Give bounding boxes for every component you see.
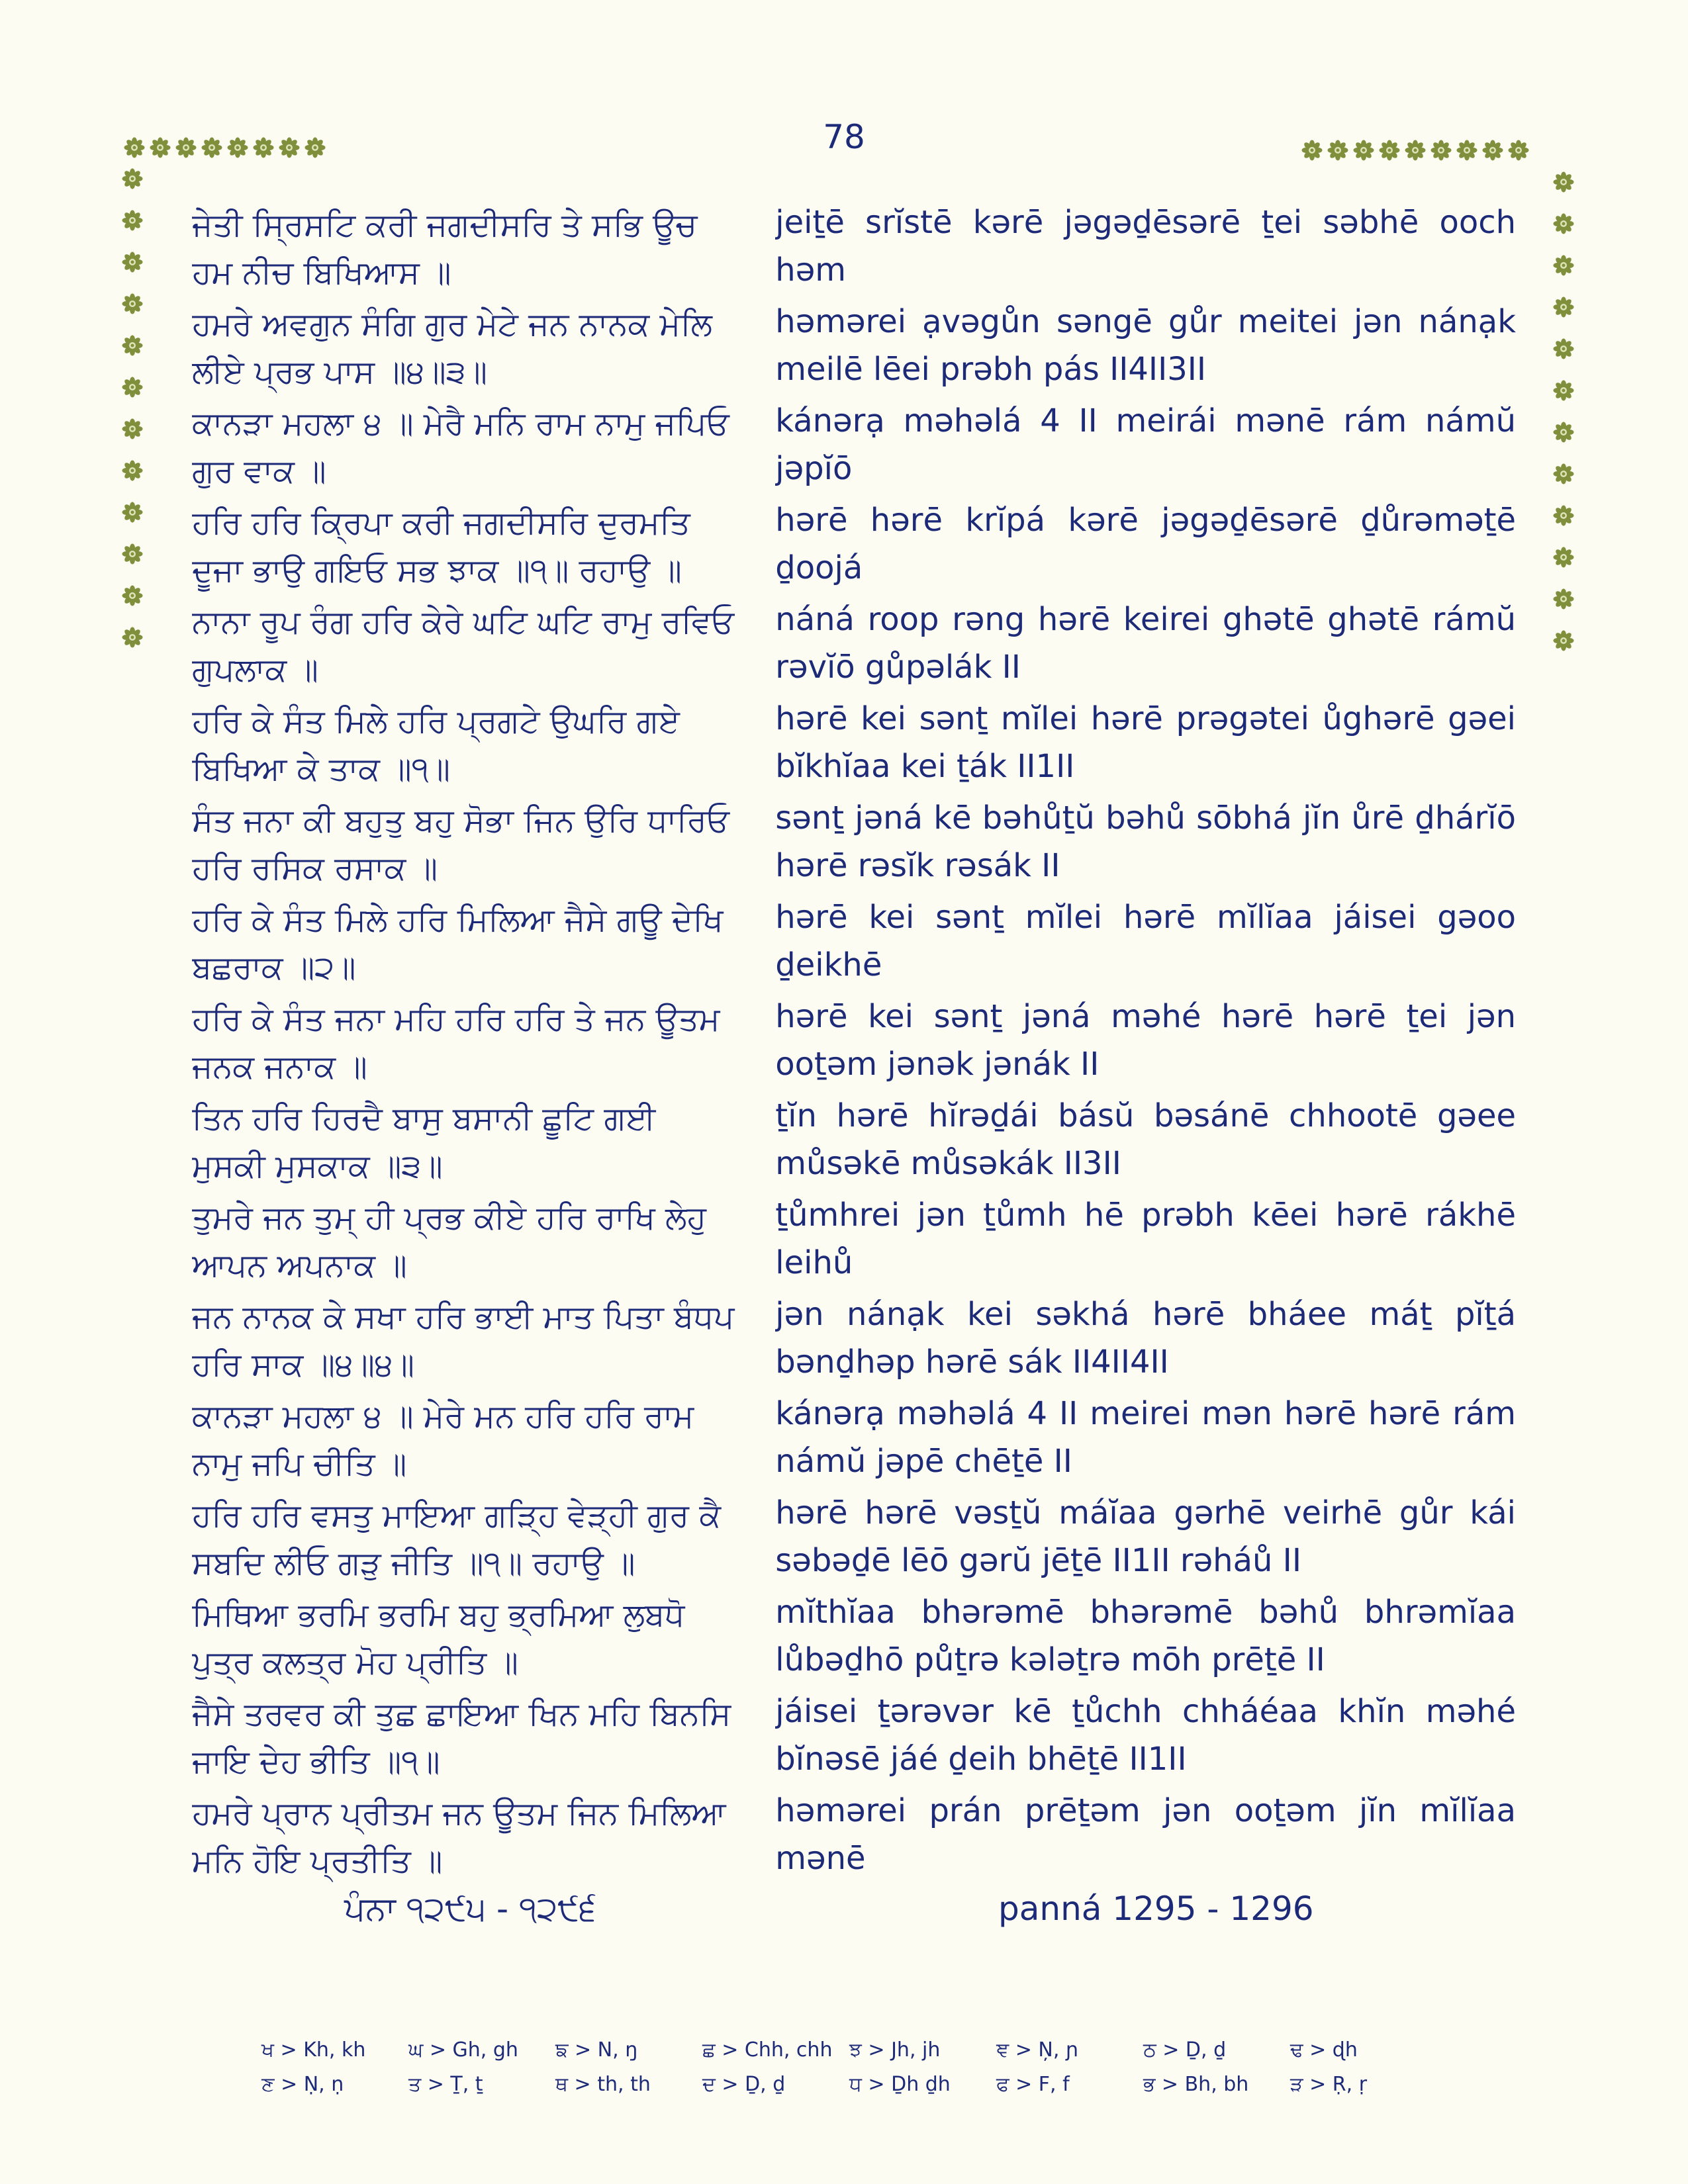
legend-item: ਙ > N, ŋ bbox=[555, 2038, 638, 2062]
verse-row bbox=[192, 199, 1516, 298]
flower-ornament-icon bbox=[122, 543, 143, 565]
transliteration-line: həmərei prán prēṯəm jən ooṯəm jĭn mĭlĭaa mənē bbox=[775, 1792, 1516, 1877]
page-ref-transliteration: panná 1295 - 1296 bbox=[998, 1889, 1314, 1928]
verse-row bbox=[192, 695, 1516, 794]
verse-table bbox=[192, 199, 1516, 1886]
transliteration-line: námŭ jəpē chēṯē II bbox=[775, 1443, 1072, 1480]
flower-ornament-icon bbox=[1553, 588, 1574, 610]
gurmukhi-verse: ਹਮਰੇ ਅਵਗੁਨ ਸੰਗਿ ਗੁਰ ਮੇਟੇ ਜਨ ਨਾਨਕ ਮੇਲਿ ਲੀਏ ਪ੍ਰਭ ਪਾਸ ॥੪॥੩॥ bbox=[192, 306, 713, 390]
transliteration-verse bbox=[775, 1787, 1516, 1886]
flower-ornament-icon bbox=[1482, 140, 1503, 161]
verse-row bbox=[192, 1787, 1516, 1886]
gurmukhi-verse: ਕਾਨੜਾ ਮਹਲਾ ੪ ॥ ਮੇਰੈ ਮਨਿ ਰਾਮ ਨਾਮੁ ਜਪਿਓ ਗੁਰ ਵਾਕ ॥ bbox=[192, 405, 729, 490]
gurmukhi-verse: ਸੰਤ ਜਨਾ ਕੀ ਬਹੁਤੁ ਬਹੁ ਸੋਭਾ ਜਿਨ ਉਰਿ ਧਾਰਿਓ ਹਰਿ ਰਸਿਕ ਰਸਾਕ ॥ bbox=[192, 802, 729, 887]
flower-ornament-icon bbox=[122, 377, 143, 398]
flower-ornament-icon bbox=[122, 627, 143, 648]
legend-item: ਖ > Kh, kh bbox=[261, 2038, 366, 2062]
flower-ornament-icon bbox=[1327, 140, 1348, 161]
transliteration-verse bbox=[775, 1092, 1516, 1191]
flower-ornament-icon bbox=[122, 418, 143, 439]
verse-row bbox=[192, 1688, 1516, 1787]
transliteration-line: həmərei ạvəgůn səngē gůr meitei jən nánạk bbox=[775, 303, 1516, 340]
transliteration-line: lůbəḏhō půṯrə kələṯrə mōh prēṯē II bbox=[775, 1641, 1325, 1678]
flower-ornament-icon bbox=[122, 502, 143, 523]
verse-row bbox=[192, 1588, 1516, 1688]
transliteration-verse bbox=[775, 1390, 1516, 1489]
legend-item: ਧ > Ḏh ḏh bbox=[849, 2073, 951, 2096]
transliteration-verse bbox=[775, 893, 1516, 993]
transliteration-verse bbox=[775, 1688, 1516, 1787]
transliteration-verse bbox=[775, 596, 1516, 695]
legend-item: ਤ > Ṯ, ṯ bbox=[408, 2073, 483, 2096]
legend-item: ਦ > Ḏ, ḏ bbox=[702, 2073, 786, 2096]
transliteration-verse bbox=[775, 1291, 1516, 1390]
transliteration-verse bbox=[775, 397, 1516, 496]
gurmukhi-verse: ਹਰਿ ਕੇ ਸੰਤ ਮਿਲੇ ਹਰਿ ਪ੍ਰਗਟੇ ਉਘਰਿ ਗਏ ਬਿਖਿਆ ਕੇ ਤਾਕ ॥੧॥ bbox=[192, 703, 680, 788]
flower-ornament-icon bbox=[1301, 140, 1323, 161]
transliteration-line: jáisei ṯərəvər kē ṯůchh chháéaa khĭn məhé bbox=[775, 1693, 1516, 1730]
legend-item: ਣ > Ṇ, ṇ bbox=[261, 2073, 344, 2096]
gurmukhi-verse: ਹਰਿ ਕੇ ਸੰਤ ਮਿਲੇ ਹਰਿ ਮਿਲਿਆ ਜੈਸੇ ਗਊ ਦੇਖਿ ਬਛਰਾਕ ॥੨॥ bbox=[192, 901, 724, 986]
flower-ornament-icon bbox=[1379, 140, 1400, 161]
transliteration-line: sənṯ jəná kē bəhůṯŭ bəhů sōbhá jĭn ůrē ḏhárĭō bbox=[775, 799, 1516, 837]
transliteration-line: hərē kei sənṯ mĭlei hərē prəgətei ůghərē gəei bbox=[775, 700, 1516, 737]
legend-item: ਘ > Gh, gh bbox=[408, 2038, 518, 2062]
page-number: 78 bbox=[823, 118, 865, 156]
transliteration-line: hərē kei sənṯ jəná məhé hərē hərē ṯei jən bbox=[775, 998, 1516, 1035]
verse-row bbox=[192, 1489, 1516, 1588]
flower-ornament-icon bbox=[124, 137, 145, 158]
legend-item: ਞ > Ņ, ɲ bbox=[996, 2038, 1079, 2062]
verse-row bbox=[192, 596, 1516, 695]
transliteration-line: hərē hərē krĭpá kərē jəgəḏēsərē ḏůrəməṯē ḏoojá bbox=[775, 502, 1516, 586]
legend-item: ਛ > Chh, chh bbox=[702, 2038, 833, 2062]
transliteration-line: kánərạ məhəlá 4 II meirái mənē rám námŭ jəpĭō bbox=[775, 402, 1516, 487]
verse-row bbox=[192, 1291, 1516, 1390]
gurmukhi-verse: ਨਾਨਾ ਰੂਪ ਰੰਗ ਹਰਿ ਕੇਰੇ ਘਟਿ ਘਟਿ ਰਾਮੁ ਰਵਿਓ ਗੁਪਲਾਕ ॥ bbox=[192, 604, 735, 688]
legend-item: ਠ > Ḏ, ḏ bbox=[1143, 2038, 1227, 2062]
flower-ornament-icon bbox=[227, 137, 248, 158]
transliteration-verse bbox=[775, 496, 1516, 596]
flower-ornament-icon bbox=[150, 137, 171, 158]
flower-ornament-icon bbox=[122, 335, 143, 356]
flower-ornament-icon bbox=[1553, 296, 1574, 318]
legend-item: ਥ > th, th bbox=[555, 2073, 651, 2096]
verse-row bbox=[192, 794, 1516, 893]
transliteration-verse bbox=[775, 794, 1516, 893]
flower-ornament-icon bbox=[1430, 140, 1452, 161]
flower-ornament-icon bbox=[253, 137, 274, 158]
gurmukhi-verse: ਤਿਨ ਹਰਿ ਹਿਰਦੈ ਬਾਸੁ ਬਸਾਨੀ ਛੂਟਿ ਗਈ ਮੁਸਕੀ ਮੁਸਕਾਕ ॥੩॥ bbox=[192, 1100, 656, 1185]
legend-item: ੜ > Ṛ, ṛ bbox=[1290, 2073, 1368, 2096]
transliteration-verse bbox=[775, 1191, 1516, 1291]
flower-ornament-icon bbox=[122, 251, 143, 273]
gurmukhi-verse: ਜਨ ਨਾਨਕ ਕੇ ਸਖਾ ਹਰਿ ਭਾਈ ਮਾਤ ਪਿਤਾ ਬੰਧਪ ਹਰਿ ਸਾਕ ॥੪॥੪॥ bbox=[192, 1298, 735, 1383]
transliteration-verse bbox=[775, 199, 1516, 298]
transliteration-line: ooṯəm jənək jənák II bbox=[775, 1046, 1100, 1083]
transliteration-line: ṯůmhrei jən ṯůmh hē prəbh kēei hərē rákhē leihů bbox=[775, 1197, 1516, 1281]
legend-item: ਝ > Jh, jh bbox=[849, 2038, 941, 2062]
flower-ornament-icon bbox=[279, 137, 300, 158]
transliteration-verse bbox=[775, 695, 1516, 794]
legend-row bbox=[261, 2038, 1453, 2073]
flower-ornament-icon bbox=[1553, 422, 1574, 443]
transliteration-line: rəvĭō gůpəlák II bbox=[775, 649, 1021, 686]
flower-ornament-icon bbox=[1553, 171, 1574, 193]
flower-ornament-icon bbox=[201, 137, 222, 158]
flower-ornament-icon bbox=[305, 137, 326, 158]
flower-ornament-icon bbox=[122, 168, 143, 189]
page-ref-gurmukhi: ਪੰਨਾ ੧੨੯੫ - ੧੨੯੬ bbox=[344, 1889, 596, 1928]
gurmukhi-verse: ਜੇਤੀ ਸ੍ਰਿਸਟਿ ਕਰੀ ਜਗਦੀਸਰਿ ਤੇ ਸਭਿ ਊਚ ਹਮ ਨੀਚ ਬਿਖਿਆਸ ॥ bbox=[192, 206, 698, 291]
gurmukhi-verse: ਜੈਸੇ ਤਰਵਰ ਕੀ ਤੁਛ ਛਾਇਆ ਖਿਨ ਮਹਿ ਬਿਨਸਿ ਜਾਇ ਦੇਹ ਭੀਤਿ ॥੧॥ bbox=[192, 1696, 731, 1780]
transliteration-line: kánərạ məhəlá 4 II meirei mən hərē hərē rám bbox=[775, 1395, 1516, 1432]
transliteration-line: mĭthĭaa bhərəmē bhərəmē bəhů bhrəmĭaa bbox=[775, 1594, 1516, 1631]
flower-ornament-icon bbox=[122, 210, 143, 231]
gurmukhi-verse: ਮਿਥਿਆ ਭਰਮਿ ਭਰਮਿ ਬਹੁ ਭ੍ਰਮਿਆ ਲੁਬਧੋ ਪੁਤ੍ਰ ਕਲਤ੍ਰ ਮੋਹ ਪ੍ਰੀਤਿ ॥ bbox=[192, 1596, 685, 1681]
transliteration-line: bĭnəsē jáé ḏeih bhēṯē II1II bbox=[775, 1741, 1187, 1778]
transliteration-verse bbox=[775, 1489, 1516, 1588]
transliteration-line: jeiṯē srĭstē kərē jəgəḏēsərē ṯei səbhē ooch həm bbox=[775, 204, 1516, 289]
transliteration-legend bbox=[261, 2038, 1453, 2107]
gurmukhi-verse: ਹਰਿ ਕੇ ਸੰਤ ਜਨਾ ਮਹਿ ਹਰਿ ਹਰਿ ਤੇ ਜਨ ਊਤਮ ਜਨਕ ਜਨਾਕ ॥ bbox=[192, 1001, 720, 1085]
transliteration-line: náná roop rəng hərē keirei ghətē ghətē rámŭ bbox=[775, 601, 1516, 638]
transliteration-verse bbox=[775, 993, 1516, 1092]
gurmukhi-verse: ਤੁਮਰੇ ਜਨ ਤੁਮ੍ ਹੀ ਪ੍ਰਭ ਕੀਏ ਹਰਿ ਰਾਖਿ ਲੇਹੁ ਆਪਨ ਅਪਨਾਕ ॥ bbox=[192, 1199, 706, 1284]
verse-row bbox=[192, 893, 1516, 993]
flower-ornament-icon bbox=[1553, 213, 1574, 234]
flower-ornament-icon bbox=[175, 137, 197, 158]
legend-row bbox=[261, 2073, 1453, 2107]
legend-item: ਢ > ɖh bbox=[1290, 2038, 1358, 2062]
flower-ornament-icon bbox=[1553, 255, 1574, 276]
flower-ornament-icon bbox=[1553, 547, 1574, 568]
transliteration-line: bənḏhəp hərē sák II4II4II bbox=[775, 1343, 1169, 1381]
transliteration-line: jən nánạk kei səkhá hərē bháee máṯ pĭṯá bbox=[775, 1296, 1516, 1333]
transliteration-line bbox=[775, 1882, 1516, 1886]
transliteration-line: hərē kei sənṯ mĭlei hərē mĭlĭaa jáisei gəoo ḏeikhē bbox=[775, 899, 1516, 983]
flower-ornament-icon bbox=[1456, 140, 1477, 161]
flower-ornament-icon bbox=[1553, 505, 1574, 526]
transliteration-line: ṯĭn hərē hĭrəḏái básŭ bəsánē chhootē gəee bbox=[775, 1097, 1516, 1134]
gurmukhi-verse: ਹਮਰੇ ਪ੍ਰਾਨ ਪ੍ਰੀਤਮ ਜਨ ਊਤਮ ਜਿਨ ਮਿਲਿਆ ਮਨਿ ਹੋਇ ਪ੍ਰਤੀਤਿ ॥ bbox=[192, 1795, 726, 1880]
flower-ornament-icon bbox=[122, 293, 143, 314]
verse-row bbox=[192, 1390, 1516, 1489]
legend-item: ਫ > F, f bbox=[996, 2073, 1070, 2096]
transliteration-verse bbox=[775, 298, 1516, 397]
flower-ornament-icon bbox=[122, 460, 143, 481]
verse-row bbox=[192, 496, 1516, 596]
legend-item: ਭ > Bh, bh bbox=[1143, 2073, 1249, 2096]
gurmukhi-verse: ਹਰਿ ਹਰਿ ਕ੍ਰਿਪਾ ਕਰੀ ਜਗਦੀਸਰਿ ਦੁਰਮਤਿ ਦੂਜਾ ਭਾਉ ਗਇਓ ਸਭ ਝਾਕ ॥੧॥ ਰਹਾਉ ॥ bbox=[192, 504, 690, 589]
flower-ornament-icon bbox=[1353, 140, 1374, 161]
gurmukhi-verse: ਕਾਨੜਾ ਮਹਲਾ ੪ ॥ ਮੇਰੇ ਮਨ ਹਰਿ ਹਰਿ ਰਾਮ ਨਾਮੁ ਜਪਿ ਚੀਤਿ ॥ bbox=[192, 1398, 694, 1482]
transliteration-line: səbəḏē lēō gərŭ jēṯē II1II rəháů II bbox=[775, 1542, 1301, 1579]
flower-ornament-icon bbox=[1405, 140, 1426, 161]
flower-ornament-icon bbox=[1553, 380, 1574, 401]
verse-row bbox=[192, 1092, 1516, 1191]
flower-ornament-icon bbox=[1553, 463, 1574, 484]
gurmukhi-verse: ਹਰਿ ਹਰਿ ਵਸਤੁ ਮਾਇਆ ਗੜ੍ਹਿ ਵੇੜ੍ਹੀ ਗੁਰ ਕੈ ਸਬਦਿ ਲੀਓ ਗੜੁ ਜੀਤਿ ॥੧॥ ਰਹਾਉ ॥ bbox=[192, 1497, 722, 1582]
verse-row bbox=[192, 1191, 1516, 1291]
verse-row bbox=[192, 993, 1516, 1092]
transliteration-line: bĭkhĭaa kei ṯák II1II bbox=[775, 748, 1075, 785]
flower-ornament-icon bbox=[1553, 338, 1574, 359]
transliteration-line: hərē hərē vəsṯŭ máĭaa gərhē veirhē gůr kái bbox=[775, 1494, 1516, 1531]
flower-ornament-icon bbox=[1508, 140, 1529, 161]
flower-ornament-icon bbox=[1553, 630, 1574, 651]
flower-ornament-icon bbox=[122, 585, 143, 606]
transliteration-line: hərē rəsĭk rəsák II bbox=[775, 847, 1060, 884]
verse-row bbox=[192, 298, 1516, 397]
transliteration-verse bbox=[775, 1588, 1516, 1688]
transliteration-line: meilē lēei prəbh pás II4II3II bbox=[775, 351, 1207, 388]
transliteration-line: můsəkē můsəkák II3II bbox=[775, 1145, 1121, 1182]
verse-row bbox=[192, 397, 1516, 496]
